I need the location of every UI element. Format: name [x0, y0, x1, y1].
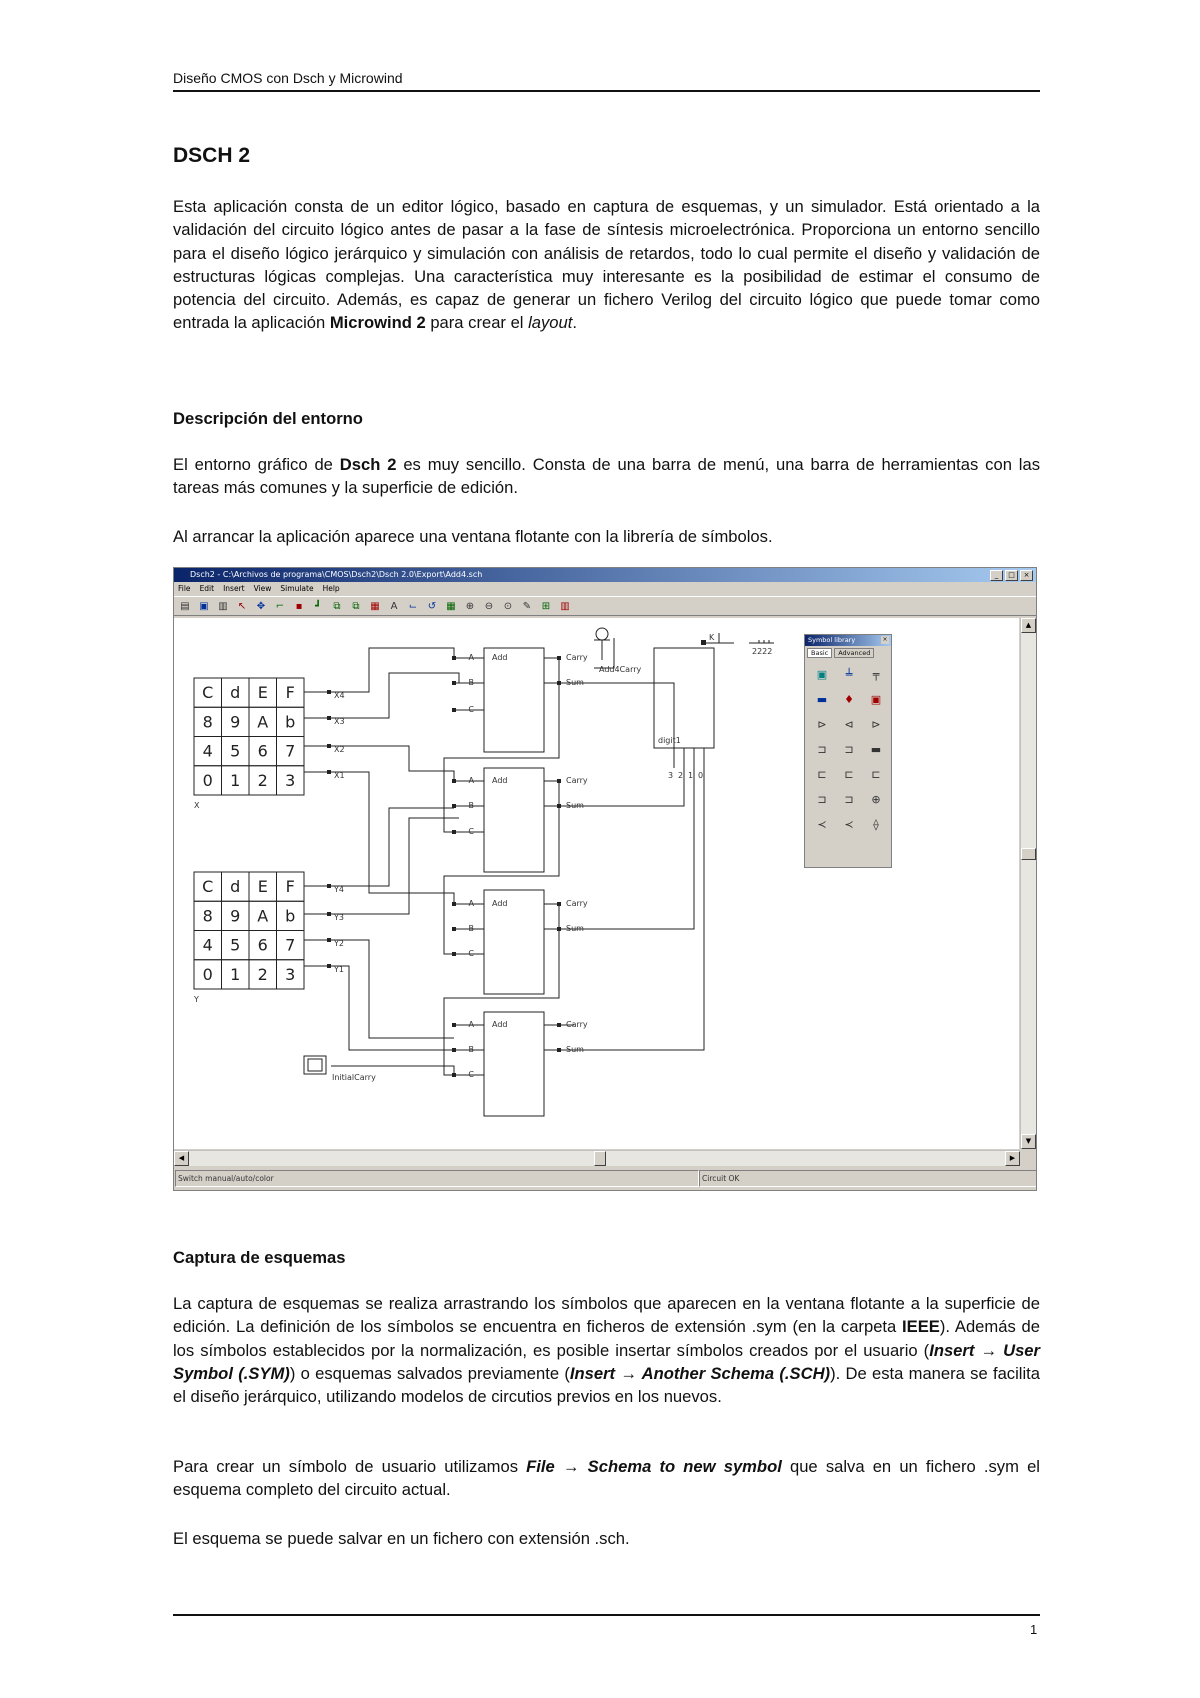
- svg-text:A: A: [468, 776, 474, 785]
- footer-rule: [173, 1614, 1040, 1616]
- pen-icon[interactable]: ✎: [522, 600, 532, 612]
- arranque-paragraph: Al arrancar la aplicación aparece una ventana flotante con la librería de símbolos.: [173, 527, 773, 546]
- keyboard-key-label: 1: [230, 770, 241, 790]
- keyboard-x: [194, 678, 304, 795]
- svg-text:B: B: [468, 678, 474, 687]
- keyboard-key-label: 7: [285, 935, 296, 955]
- keyboard-key-label: 8: [202, 712, 213, 732]
- vertical-scrollbar[interactable]: [1020, 618, 1036, 1149]
- svg-text:C: C: [468, 827, 474, 836]
- keyboard-key-label: 1: [230, 964, 241, 984]
- section-heading-captura: Captura de esquemas: [173, 1248, 346, 1267]
- editing-surface[interactable]: [174, 618, 1019, 1149]
- keyboard-key-label: 0: [202, 964, 213, 984]
- svg-text:C: C: [468, 1070, 474, 1079]
- copy-icon[interactable]: ⧉: [333, 600, 341, 612]
- dsch2-screenshot: [173, 567, 1037, 1191]
- svg-text:Y2: Y2: [334, 939, 344, 948]
- keyboard-key-label: 9: [230, 712, 241, 732]
- symbol-inverter-icon[interactable]: ⊳: [817, 718, 827, 731]
- svg-text:Y3: Y3: [334, 913, 344, 922]
- open-icon[interactable]: ▤: [180, 600, 190, 612]
- symbol-vdd-icon[interactable]: ╤: [872, 668, 880, 681]
- connect-icon[interactable]: ┛: [314, 600, 322, 612]
- svg-text:3: 3: [668, 771, 674, 780]
- svg-text:Sum: Sum: [566, 924, 584, 933]
- add4carry-label: Add4Carry: [599, 665, 642, 674]
- svg-text:C: C: [468, 949, 474, 958]
- text-icon[interactable]: A: [390, 600, 398, 612]
- symbol-transmission-icon[interactable]: ⟠: [873, 818, 879, 831]
- keyboard-key-label: E: [257, 877, 268, 896]
- digit-display-box: [654, 648, 714, 748]
- save-icon[interactable]: ▣: [199, 600, 209, 612]
- keyboard-key-label: 5: [230, 741, 241, 761]
- entorno-paragraph: El entorno gráfico de Dsch 2 es muy sencillo. Consta de una barra de menú, una barra de herramientas con las tareas más comunes y la superficie de edición.: [173, 455, 1040, 498]
- maximize-icon[interactable]: □: [1005, 570, 1018, 581]
- window-titlebar: Dsch2 - C:\Archivos de programa\CMOS\Dsch2\Dsch 2.0\Export\Add4.sch _ □ ×: [174, 568, 1036, 582]
- keyboard-key-label: 3: [285, 964, 296, 984]
- rotate-icon[interactable]: ↺: [427, 600, 437, 612]
- keyboard-y: [194, 872, 304, 989]
- tab-advanced[interactable]: Advanced: [834, 648, 874, 658]
- keyboard-key-label: 0: [202, 770, 213, 790]
- symbol-library-window: [804, 634, 892, 868]
- keyboard-key-label: A: [257, 712, 269, 732]
- layout-italic: layout: [528, 313, 573, 333]
- symbol-counter-icon[interactable]: ⊕: [871, 793, 881, 806]
- symbol-nor-icon[interactable]: ⊐: [844, 743, 854, 756]
- symbol-grid: [805, 660, 891, 840]
- svg-text:A: A: [468, 899, 474, 908]
- symbol-switch-icon[interactable]: ╧: [845, 668, 853, 681]
- keyboard-key-label: C: [202, 877, 214, 896]
- menu-view[interactable]: View: [253, 584, 272, 593]
- svg-text:X4: X4: [334, 691, 345, 700]
- symbol-library-titlebar: Symbol library: [805, 635, 891, 646]
- chip-icon[interactable]: ▥: [560, 600, 570, 612]
- symbol-mux-icon[interactable]: ⊐: [817, 793, 827, 806]
- svg-text:X3: X3: [334, 717, 345, 726]
- scroll-down-icon[interactable]: ▼: [1021, 1134, 1036, 1149]
- symbol-buffer-icon[interactable]: ⊏: [817, 768, 827, 781]
- menu-simulate[interactable]: Simulate: [280, 584, 314, 593]
- line-icon[interactable]: ⌙: [408, 600, 418, 612]
- arrow-icon[interactable]: ↖: [237, 600, 247, 612]
- svg-text:Sum: Sum: [566, 678, 584, 687]
- svg-text:Carry: Carry: [566, 776, 588, 785]
- svg-text:C: C: [468, 705, 474, 714]
- horizontal-scrollbar[interactable]: [174, 1150, 1020, 1166]
- symbol-button-icon[interactable]: ▣: [816, 668, 828, 681]
- menu-insert[interactable]: Insert: [223, 584, 245, 593]
- status-right: Circuit OK: [699, 1170, 1037, 1187]
- scroll-right-icon[interactable]: ▶: [1005, 1151, 1020, 1166]
- svg-text:Add: Add: [492, 776, 508, 785]
- running-header: Diseño CMOS con Dsch y Microwind: [173, 70, 403, 86]
- keyboard-key-label: F: [285, 683, 295, 702]
- print-icon[interactable]: ▥: [218, 600, 228, 612]
- zoom-icon[interactable]: ⊙: [503, 600, 513, 612]
- scroll-thumb[interactable]: [1021, 848, 1036, 860]
- symbol-paragraph: Para crear un símbolo de usuario utilizamos File → Schema to new symbol que salva en un fichero .sym el esquema completo del circuito actual.: [173, 1457, 1040, 1500]
- digit-label: digit1: [658, 736, 681, 745]
- svg-text:Carry: Carry: [566, 653, 588, 662]
- svg-text:Carry: Carry: [566, 899, 588, 908]
- svg-text:Y4: Y4: [334, 885, 344, 894]
- symbol-or-icon[interactable]: ⊳: [871, 718, 881, 731]
- svg-text:2: 2: [678, 771, 684, 780]
- svg-text:Y1: Y1: [334, 965, 344, 974]
- menu-bar: [174, 583, 340, 595]
- keyboard-key-label: 2: [257, 964, 268, 984]
- symbol-register-icon[interactable]: ⊐: [844, 793, 854, 806]
- svg-text:B: B: [468, 924, 474, 933]
- minimize-icon[interactable]: _: [990, 570, 1003, 581]
- zoom-out-icon[interactable]: ⊖: [484, 600, 494, 612]
- svg-text:Add: Add: [492, 899, 508, 908]
- svg-text:2222: 2222: [752, 647, 773, 656]
- symbol-nand-icon[interactable]: ⊐: [817, 743, 827, 756]
- svg-text:K: K: [709, 633, 715, 642]
- save-paragraph: El esquema se puede salvar en un fichero con extensión .sch.: [173, 1529, 630, 1548]
- keyboard-key-label: A: [257, 906, 269, 926]
- close-icon[interactable]: ×: [1020, 570, 1033, 581]
- svg-text:Add: Add: [492, 653, 508, 662]
- symbol-latch-icon[interactable]: ⊏: [844, 768, 854, 781]
- status-left: Switch manual/auto/color: [175, 1170, 699, 1187]
- svg-text:0: 0: [698, 771, 704, 780]
- keyboard-key-label: C: [202, 683, 214, 702]
- keyboard-key-label: 4: [202, 935, 213, 955]
- svg-text:Sum: Sum: [566, 801, 584, 810]
- svg-text:B: B: [468, 801, 474, 810]
- node-icon[interactable]: ▪: [295, 600, 303, 612]
- hscroll-thumb[interactable]: [594, 1151, 606, 1166]
- delete-icon[interactable]: ▦: [370, 600, 380, 612]
- symbol-xor-icon[interactable]: ▬: [870, 743, 882, 756]
- header-rule: [173, 90, 1040, 92]
- toolbar: [174, 596, 1036, 616]
- duplicate-icon[interactable]: ⧉: [352, 600, 360, 612]
- symbol-flipflop-icon[interactable]: ⊏: [871, 768, 881, 781]
- symbol-clock-icon[interactable]: ▬: [816, 693, 828, 706]
- svg-text:B: B: [468, 1045, 474, 1054]
- svg-text:A: A: [468, 1020, 474, 1029]
- section-heading-entorno: Descripción del entorno: [173, 409, 363, 428]
- status-bar: [174, 1169, 1036, 1187]
- captura-paragraph: La captura de esquemas se realiza arrastrando los símbolos que aparecen en la ventana flotante a la superficie de edición. La definición de los símbolos se encuentra en ficheros de extensión .sym (en la carpeta IEEE). Además de los símbolos establecidos por la normalización, es posible insertar símbolos creados por el usuario (Insert → User Symbol (.SYM)) o esquemas salvados previamente (Insert → Another Schema (.SCH)). De esta manera se facilita el diseño jerárquico, utilizando modelos de circutios previos en los nuevos.: [173, 1294, 1041, 1407]
- keyboard-key-label: b: [285, 906, 296, 926]
- scroll-up-icon[interactable]: ▲: [1021, 618, 1036, 633]
- svg-text:1: 1: [688, 771, 694, 780]
- initial-carry-label: InitialCarry: [332, 1073, 376, 1082]
- keyboard-y-label: Y: [194, 995, 199, 1004]
- symbol-led-icon[interactable]: ♦: [844, 693, 854, 706]
- svg-text:Carry: Carry: [566, 1020, 588, 1029]
- menu-help[interactable]: Help: [322, 584, 340, 593]
- simulate-icon[interactable]: ▦: [446, 600, 456, 612]
- page-number: 1: [1030, 1622, 1038, 1637]
- tab-basic[interactable]: Basic: [807, 648, 832, 658]
- svg-text:X1: X1: [334, 771, 345, 780]
- keyboard-key-label: 6: [257, 741, 268, 761]
- keyboard-key-label: 5: [230, 935, 241, 955]
- page-title: DSCH 2: [173, 144, 251, 167]
- svg-text:A: A: [468, 653, 474, 662]
- svg-text:Add: Add: [492, 1020, 508, 1029]
- svg-text:Sum: Sum: [566, 1045, 584, 1054]
- svg-text:X2: X2: [334, 745, 345, 754]
- scroll-left-icon[interactable]: ◀: [174, 1151, 189, 1166]
- keyboard-key-label: 9: [230, 906, 241, 926]
- symbol-and-icon[interactable]: ⊲: [844, 718, 854, 731]
- timing-icon[interactable]: ⊞: [541, 600, 551, 612]
- keyboard-key-label: d: [230, 877, 241, 896]
- keyboard-key-label: 6: [257, 935, 268, 955]
- intro-paragraph: Esta aplicación consta de un editor lógico, basado en captura de esquemas, y un simulador. Está orientado a la validación del circuito lógico antes de pasar a la fase de síntesis microelectrónica. Proporciona un entorno sencillo para el diseño lógico jerárquico y simulación con análisis de retardos, todo lo cual permite el diseño y validación de estructuras lógicas complejas. Una característica muy interesante es la posibilidad de estimar el consumo de potencia del circuito. Además, es capaz de generar un fichero Verilog del circuito lógico que puede tomar como entrada la aplicación Microwind 2 para crear el layout.: [173, 197, 1040, 333]
- wire-icon[interactable]: ⌐: [275, 600, 285, 612]
- keyboard-key-label: 3: [285, 770, 296, 790]
- keyboard-key-label: 4: [202, 741, 213, 761]
- menu-edit[interactable]: Edit: [199, 584, 215, 593]
- library-tabs: [805, 646, 891, 660]
- keyboard-x-label: X: [194, 801, 200, 810]
- symbol-pmos-icon[interactable]: ≺: [844, 818, 854, 831]
- keyboard-key-label: 2: [257, 770, 268, 790]
- schematic-diagram: [174, 618, 1019, 1149]
- symbol-display-icon[interactable]: ▣: [870, 693, 882, 706]
- keyboard-key-label: b: [285, 712, 296, 732]
- keyboard-key-label: d: [230, 683, 241, 702]
- keyboard-key-label: E: [257, 683, 268, 702]
- keyboard-key-label: 8: [202, 906, 213, 926]
- adder-1-box: [484, 648, 544, 752]
- microwind-bold: Microwind 2: [329, 313, 426, 333]
- zoom-in-icon[interactable]: ⊕: [465, 600, 475, 612]
- library-close-icon[interactable]: ×: [882, 636, 888, 643]
- keyboard-key-label: F: [285, 877, 295, 896]
- menu-file[interactable]: File: [178, 584, 191, 593]
- symbol-nmos-icon[interactable]: ≺: [817, 818, 827, 831]
- move-icon[interactable]: ✥: [256, 600, 266, 612]
- keyboard-key-label: 7: [285, 741, 296, 761]
